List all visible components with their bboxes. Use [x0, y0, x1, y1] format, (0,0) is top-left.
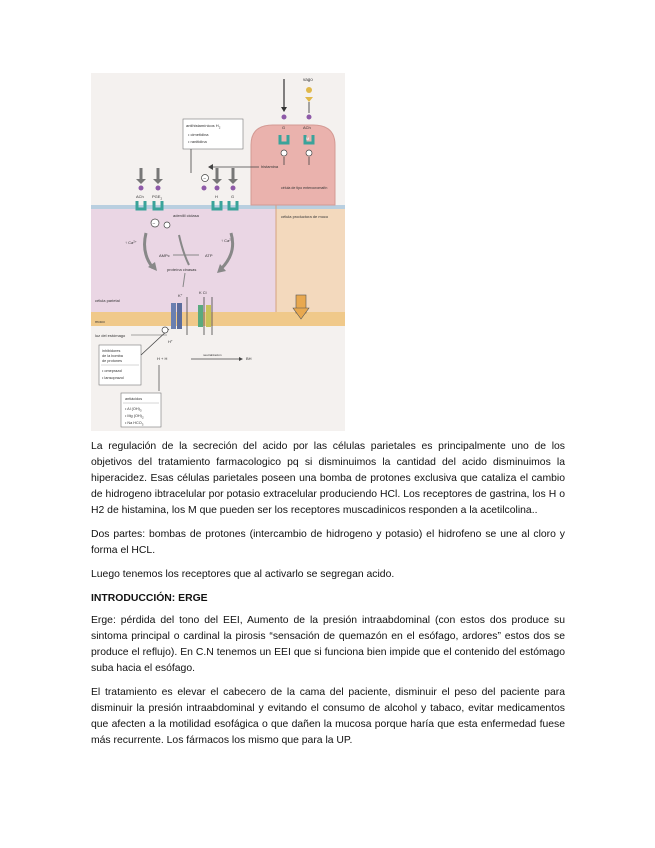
chloride-channel-icon	[206, 305, 211, 327]
gastric-acid-secretion-figure	[91, 73, 345, 431]
paragraph: Erge: pérdida del tono del EEI, Aumento de la presión intraabdominal (con estos dos produce su sintoma principal o cardinal la pirosis “sensación de quemazón en el esófago, ardores” estos dos se produce el reflujo). En C.N tenemos un EEI que si funciona bien impide que el contenido del estómago suba hacia el esófago.	[91, 615, 565, 674]
ca-right-label: ↑ $Ca^{2+}$	[221, 237, 233, 243]
paragraph: La regulación de la secreción del acido por las células parietales es principalmente uno de los objetivos del tratamiento farmacologico pq si disminuimos la cantidad del acido disminuimos la hiperacidez. Esas células parietales poseen una bomba de protones exclusiva que cataliza el cambio de hidrogeno ibtracelular por potasio extracelular produciendo HCl. Los receptores de gastrina, los H o H2 de histamina, los M que pueden ser los receptores muscadinicos responden a la acetilcolina..	[91, 441, 565, 516]
gastrin-molecule-icon	[282, 115, 287, 120]
potassium-channel-icon	[198, 305, 203, 327]
adenylyl-cyclase-label: adenilil ciclasa	[173, 213, 199, 218]
ach-top-label: ACh	[303, 125, 311, 130]
svg-text:−: −	[152, 221, 156, 227]
ca-left-label: ↑ $Ca^{2+}$	[125, 239, 137, 245]
paragraph: Luego tenemos los receptores que al activarlo se segregan acido.	[91, 569, 395, 580]
g-top-label: G	[282, 125, 286, 130]
proton-pump-icon	[171, 303, 176, 329]
antacids-title: antiácidos	[125, 397, 143, 401]
vago-label: vago	[303, 77, 313, 82]
antihistamine-title: antihistamínicos $H_2$	[186, 123, 221, 130]
paragraph: El tratamiento es elevar el cabecero de la cama del paciente, disminuir el peso del paciente para disminuir la presión intraabdominal y evitando el consumo de alcohol y tabaco, evitar medicamentos que afecten a la motilidad esofágica o que dañen la mucosa porque haría que esta enfermedad fuese más recurrente. Los fármacos los mismo que para la UP.	[91, 687, 565, 746]
antacid-item: • Mg $(OH)_2$	[125, 414, 144, 420]
svg-text:−: −	[203, 176, 207, 182]
mucus-label: moco	[95, 319, 105, 324]
kcl-label: K Cl	[199, 290, 207, 295]
ppi-item: • omeprazol	[102, 369, 123, 373]
mucus-cell-label: célula productora de moco	[281, 214, 329, 219]
protein-kinase-label: proteína cinasas	[167, 267, 197, 272]
parietal-cell-label: célula parietal	[95, 298, 120, 303]
parietal-cell-region	[91, 205, 276, 312]
receptor-label-pge: $PGE_2$	[152, 194, 163, 201]
body-text	[91, 439, 565, 757]
m-top-label: M	[306, 136, 310, 141]
stomach-lumen-label: luz del estómago	[95, 333, 126, 338]
mucus-layer	[91, 312, 345, 326]
mucus-cell-region	[276, 205, 345, 312]
atp-label: ATP	[205, 253, 213, 258]
h-label: H+	[168, 338, 173, 344]
antacid-item: • Na $HCO_3$	[125, 421, 144, 427]
receptor-label-ach: ACh	[136, 194, 144, 199]
ppi-title: de la bomba	[102, 354, 123, 358]
antacid-item: • Al $(OH)_3$	[125, 407, 142, 413]
reaction-left: H + H	[157, 356, 168, 361]
ppi-title: de protones	[102, 359, 123, 363]
receptor-label-g: G	[231, 194, 235, 199]
histamine-label: histamina	[261, 164, 279, 169]
antihistamine-item: • ranitidina	[188, 139, 207, 144]
antihistamine-item: • cimetidina	[188, 132, 209, 137]
ppi-title: inhibidores	[102, 349, 121, 353]
reaction-mid: neutralización	[203, 353, 222, 357]
section-heading: INTRODUCCIÓN: ERGE	[91, 593, 208, 604]
receptor-label-h: H	[215, 194, 218, 199]
ampc-label: AMPc	[159, 253, 170, 258]
paragraph: Dos partes: bombas de protones (intercambio de hidrogeno y potasio) el hidrofeno se une al cloro y forma el HCL.	[91, 529, 565, 556]
ach-molecule-icon	[306, 87, 312, 93]
reaction-right: BH	[246, 356, 252, 361]
enterochromaffin-label: célula de tipo enterocromafín	[281, 186, 328, 190]
ppi-item: • lansoprazol	[102, 376, 124, 380]
k-label: K+	[178, 292, 183, 298]
